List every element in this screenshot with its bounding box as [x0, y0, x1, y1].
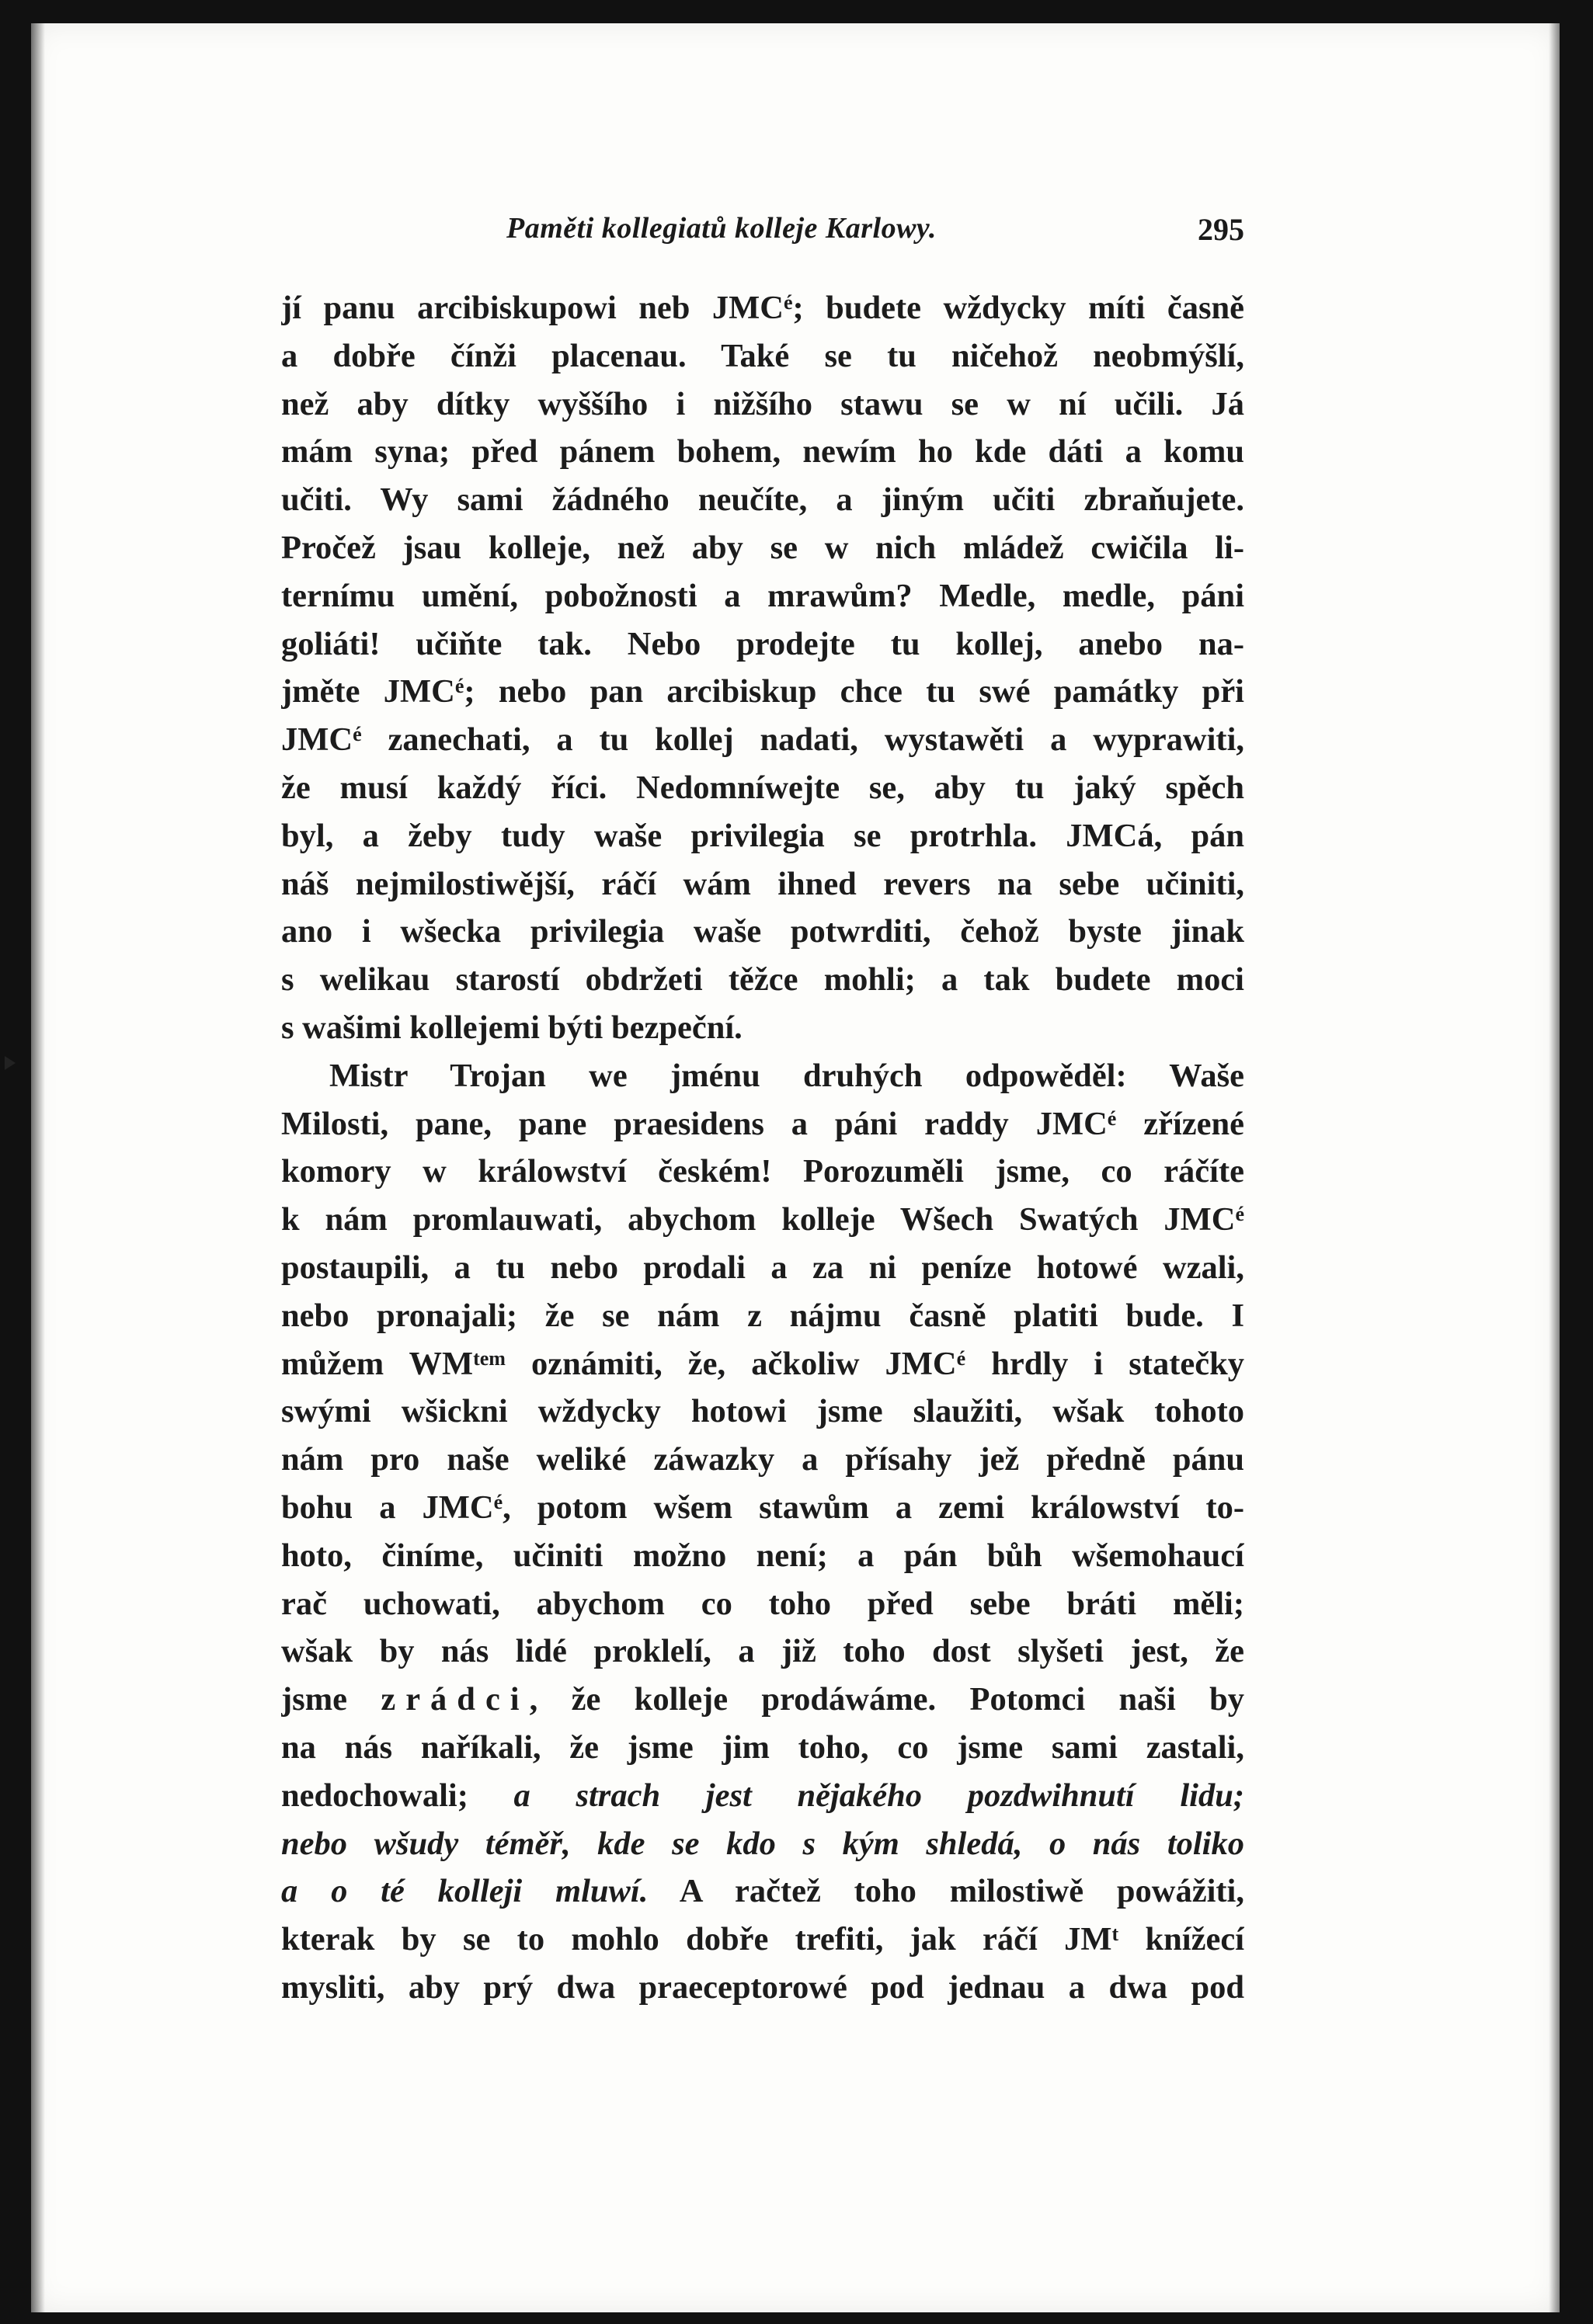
text-line: že musí každý říci. Nedomníwejte se, aby tu jaký spěch: [281, 769, 1244, 806]
text-line: Milosti, pane, pane praesidens a páni raddy $JMC^é$ zřízené: [281, 1105, 1244, 1142]
text-line: nebo wšudy téměř, kde se kdo s kým shledá, o nás toliko: [281, 1825, 1244, 1862]
text-line: wšak by nás lidé proklelí, a již toho dost slyšeti jest, že: [281, 1633, 1244, 1670]
running-title: Paměti kollegiatů kolleje Karlowy.: [506, 212, 937, 245]
text-line: a dobře čínži placenau. Také se tu ničehož neobmýšlí,: [281, 337, 1244, 374]
text-line: Pročež jsau kolleje, než aby se w nich mládež cwičila li-: [281, 529, 1244, 566]
text-line: byl, a žeby tudy waše privilegia se protrhla. JMCá, pán: [281, 817, 1244, 854]
text-line: bohu a $JMC^é$, potom wšem stawům a zemi králowství to-: [281, 1489, 1244, 1526]
text-line: ano i wšecka privilegia waše potwrditi, čehož byste jinak: [281, 913, 1244, 950]
text-line: k nám promlauwati, abychom kolleje Wšech Swatých $JMC^é$: [281, 1201, 1244, 1238]
text-line: rač uchowati, abychom co toho před sebe bráti měli;: [281, 1585, 1244, 1622]
margin-pointer-icon: [5, 1056, 16, 1070]
page-number: 295: [1198, 212, 1244, 247]
text-line: na nás naříkali, že jsme jim toho, co jsme sami zastali,: [281, 1728, 1244, 1766]
text-line: a o té kolleji mluwí. A račtež toho milostiwě powážiti,: [281, 1873, 1244, 1910]
text-line: ternímu umění, pobožnosti a mrawům? Medle, medle, páni: [281, 577, 1244, 614]
body-text: [281, 284, 1244, 2012]
text-line: komory w králowství českém! Porozuměli jsme, co ráčíte: [281, 1153, 1244, 1190]
text-line: mysliti, aby prý dwa praeceptorowé pod jednau a dwa pod: [281, 1968, 1244, 2006]
text-line: jměte $JMC^é$; nebo pan arcibiskup chce tu swé památky při: [281, 673, 1244, 710]
text-line: postaupili, a tu nebo prodali a za ni peníze hotowé wzali,: [281, 1249, 1244, 1286]
text-line: učiti. Wy sami žádného neučíte, a jiným učiti zbraňujete.: [281, 481, 1244, 519]
text-line: swými wšickni wždycky hotowi jsme slaužiti, wšak tohoto: [281, 1393, 1244, 1430]
page-gutter-shadow: [31, 23, 45, 2312]
page-edge-shadow: [1549, 23, 1560, 2312]
text-line: náš nejmilostiwější, ráčí wám ihned revers na sebe učiniti,: [281, 865, 1244, 902]
text-line: nebo pronajali; že se nám z nájmu časně platiti bude. I: [281, 1297, 1244, 1334]
text-line: mám syna; před pánem bohem, newím ho kde dáti a komu: [281, 433, 1244, 471]
paragraph-end-line: s wašimi kollejemi býti bezpeční.: [281, 1009, 743, 1046]
text-line: goliáti! učiňte tak. Nebo prodejte tu kollej, anebo na-: [281, 625, 1244, 662]
text-line: jsme zrádci, že kolleje prodáwáme. Potomci naši by: [281, 1681, 1244, 1718]
text-line: nám pro naše weliké záwazky a přísahy jež předně pánu: [281, 1441, 1244, 1478]
paragraph-start-line: Mistr Trojan we jménu druhých odpowěděl: Waše: [329, 1057, 1244, 1094]
text-line: jí panu arcibiskupowi neb $JMC^é$; budete wždycky míti časně: [281, 290, 1244, 326]
text-line: kterak by se to mohlo dobře trefiti, jak ráčí $JM^t$ knížecí: [281, 1921, 1244, 1958]
text-line: hoto, činíme, učiniti možno není; a pán bůh wšemohaucí: [281, 1537, 1244, 1574]
text-line: s welikau starostí obdržeti těžce mohli; a tak budete moci: [281, 961, 1244, 999]
text-line: můžem $WM^{tem}$ oznámiti, že, ačkoliw $JMC^é$ hrdly i statečky: [281, 1345, 1244, 1382]
running-header: [281, 211, 1244, 266]
text-line: $JMC^é$ zanechati, a tu kollej nadati, wystawěti a wyprawiti,: [281, 721, 1244, 759]
text-line: než aby dítky wyššího i nižšího stawu se w ní učili. Já: [281, 385, 1244, 422]
text-line: nedochowali; a strach jest nějakého pozdwihnutí lidu;: [281, 1777, 1244, 1814]
